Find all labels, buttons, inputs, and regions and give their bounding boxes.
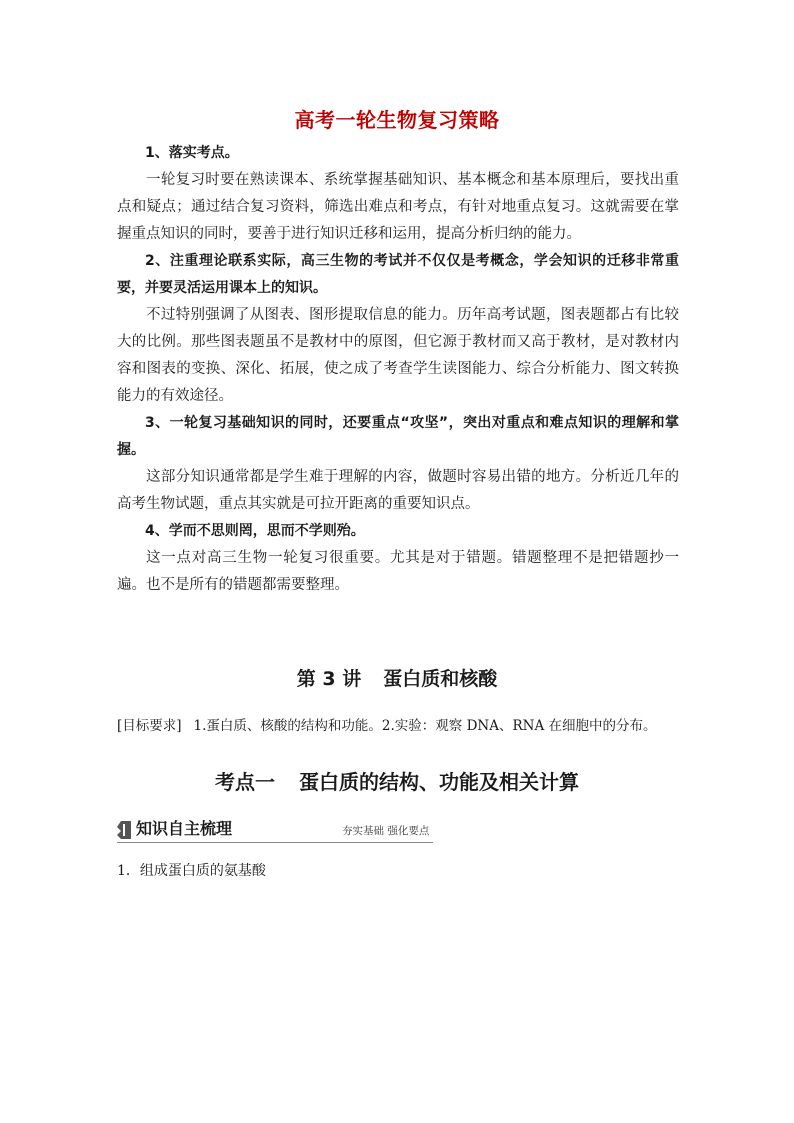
objective-line [117, 714, 657, 734]
section-heading-2: 2、注重理论联系实际，高三生物的考试并不仅仅是考概念，学会知识的迁移非常重要，并要灵活运用课本上的知识。 [117, 253, 679, 296]
section-banner [117, 818, 433, 843]
section-marker-icon [117, 821, 131, 839]
paragraph-2: 不过特别强调了从图表、图形提取信息的能力。历年高考试题，图表题都占有比较大的比例。那些图表题虽不是教材中的原图，但它源于教材而又高于教材，是对教材内容和图表的变换、深化、拓展，使之成了考查学生读图能力、综合分析能力、图文转换能力的有效途径。 [117, 307, 679, 404]
page-title: 高考一轮生物复习策略 [294, 108, 500, 132]
section-heading-4: 4、学而不思则罔，思而不学则殆。 [145, 523, 365, 539]
objective-text: 1.蛋白质、核酸的结构和功能。2.实验：观察 DNA、RNA 在细胞中的分布。 [193, 718, 657, 734]
section-heading-3: 3、一轮复习基础知识的同时，还要重点“攻坚”，突出对重点和难点知识的理解和掌握。 [117, 415, 679, 458]
lesson-name: 蛋白质和核酸 [383, 668, 498, 690]
paragraph-1: 一轮复习时要在熟读课本、系统掌握基础知识、基本概念和基本原理后，要找出重点和疑点；通过结合复习资料，筛选出难点和考点，有针对地重点复习。这就需要在掌握重点知识的同时，要善于进行知识迁移和运用，提高分析归纳的能力。 [117, 172, 679, 242]
banner-title: 知识自主梳理 [136, 819, 233, 838]
lesson-title [0, 664, 794, 691]
strategy-content [117, 140, 679, 599]
paragraph-3: 这部分知识通常都是学生难于理解的内容，做题时容易出错的地方。分析近几年的高考生物试题，重点其实就是可拉开距离的重要知识点。 [117, 469, 679, 512]
objective-tag: [目标要求] [117, 718, 182, 734]
lesson-number: 第 3 讲 [296, 668, 362, 690]
paragraph-4: 这一点对高三生物一轮复习很重要。尤其是对于错题。错题整理不是把错题抄一遍。也不是所有的错题都需要整理。 [117, 550, 679, 593]
kaodian-label: 考点一 [215, 770, 275, 794]
item-heading-1: 1．组成蛋白质的氨基酸 [117, 863, 266, 879]
section-heading-1: 1、落实考点。 [145, 145, 239, 161]
kaodian-title [0, 766, 794, 795]
banner-subtitle: 夯实基础 强化要点 [342, 825, 430, 837]
kaodian-name: 蛋白质的结构、功能及相关计算 [299, 770, 579, 794]
